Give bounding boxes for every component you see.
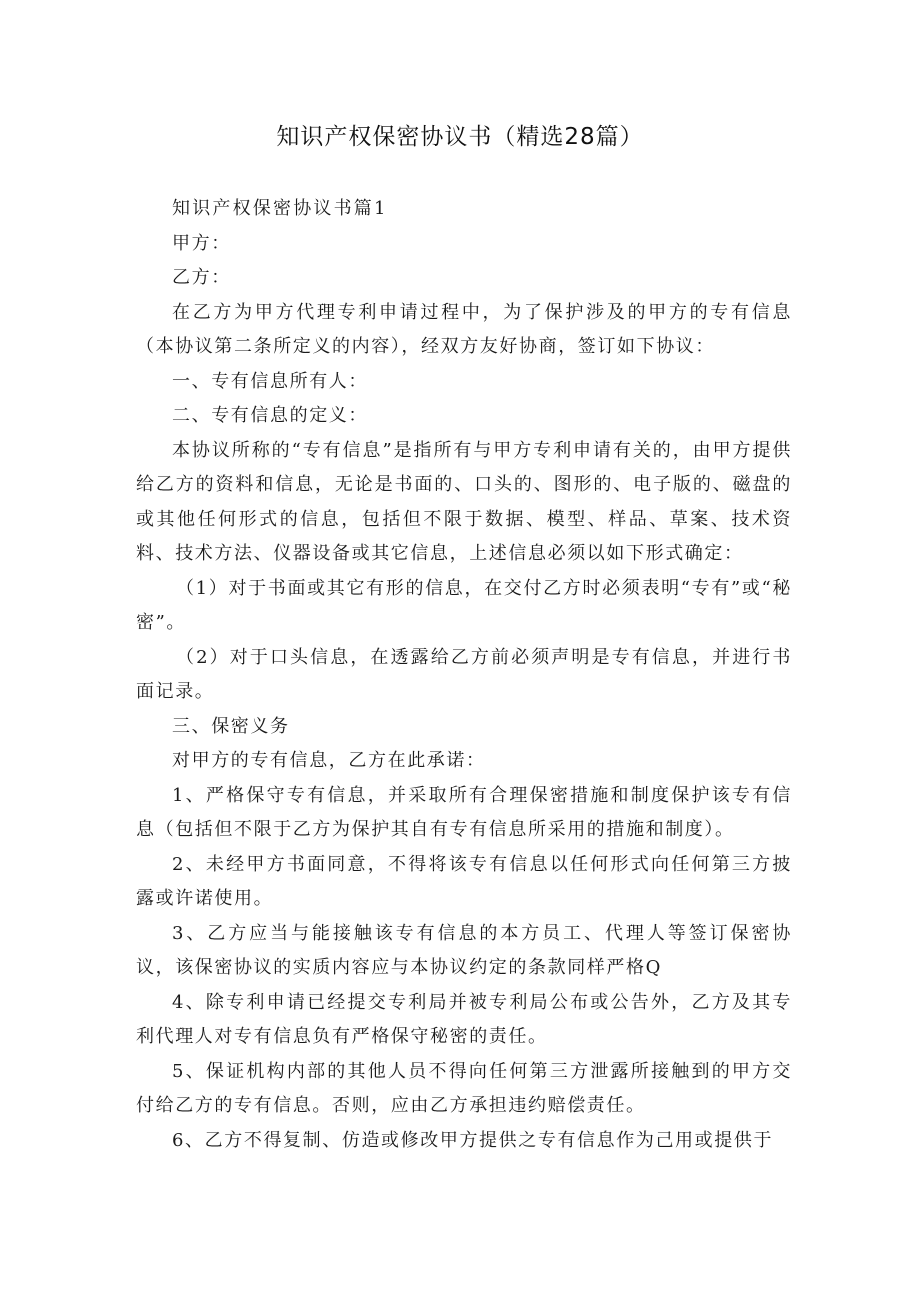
paragraph: 对甲方的专有信息，乙方在此承诺： xyxy=(172,750,486,771)
paragraph: 在乙方为甲方代理专利申请过程中，为了保护涉及的甲方的专有信息（本协议第二条所定义的内容），经双方友好协商，签订如下协议： xyxy=(136,301,792,357)
list-item: 4、除专利申请已经提交专利局并被专利局公布或公告外，乙方及其专利代理人对专有信息负有严格保守秘密的责任。 xyxy=(136,991,792,1047)
list-item: （2）对于口头信息，在透露给乙方前必须声明是专有信息，并进行书面记录。 xyxy=(136,646,792,702)
paragraph: 本协议所称的“专有信息”是指所有与甲方专利申请有关的，由甲方提供给乙方的资料和信息，无论是书面的、口头的、图形的、电子版的、磁盘的或其他任何形式的信息，包括但不限于数据、模型、样品、草案、技术资料、技术方法、仪器设备或其它信息，上述信息必须以如下形式确定： xyxy=(136,439,792,564)
document-title: 知识产权保密协议书（精选28篇） xyxy=(276,124,644,150)
clause-heading: 三、保密义务 xyxy=(172,715,290,737)
list-item: 5、保证机构内部的其他人员不得向任何第三方泄露所接触到的甲方交付给乙方的专有信息。否则，应由乙方承担违约赔偿责任。 xyxy=(136,1060,792,1116)
clause-heading: 二、专有信息的定义： xyxy=(172,405,368,426)
party-a-line: 甲方： xyxy=(172,232,231,254)
list-item: 6、乙方不得复制、仿造或修改甲方提供之专有信息作为己用或提供于 xyxy=(172,1129,774,1151)
clause-heading: 一、专有信息所有人： xyxy=(172,370,368,392)
list-item: （1）对于书面或其它有形的信息，在交付乙方时必须表明“专有”或“秘密”。 xyxy=(136,577,792,633)
document-body xyxy=(136,192,792,1158)
list-item: 2、未经甲方书面同意，不得将该专有信息以任何形式向任何第三方披露或许诺使用。 xyxy=(136,853,792,909)
party-b-line: 乙方： xyxy=(172,267,231,288)
section-heading: 知识产权保密协议书篇1 xyxy=(172,198,388,219)
list-item: 1、严格保守专有信息，并采取所有合理保密措施和制度保护该专有信息（包括但不限于乙方为保护其自有专有信息所采用的措施和制度）。 xyxy=(136,784,792,840)
list-item: 3、乙方应当与能接触该专有信息的本方员工、代理人等签订保密协议，该保密协议的实质内容应与本协议约定的条款同样严格Q xyxy=(136,922,792,978)
